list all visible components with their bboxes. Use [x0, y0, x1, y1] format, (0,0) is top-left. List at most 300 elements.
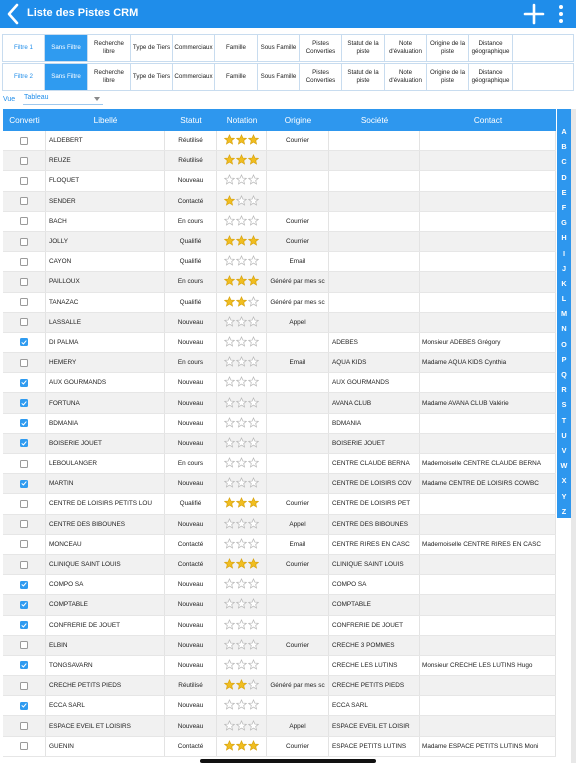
filter-option-sans-filtre[interactable]: Sans Filtre	[45, 35, 88, 61]
company-cell: CRECHE LES LUTINS	[329, 656, 420, 675]
origin-cell	[267, 656, 329, 675]
star-empty-icon	[248, 598, 259, 611]
star-empty-icon	[224, 699, 235, 712]
origin-cell	[267, 393, 329, 412]
alphabet-index-letter[interactable]: A	[561, 127, 567, 136]
filter-option-type-tiers[interactable]: Type de Tiers	[131, 64, 173, 90]
checkbox-unchecked-icon[interactable]	[20, 561, 28, 569]
star-filled-icon	[248, 235, 259, 248]
star-empty-icon	[224, 619, 235, 632]
converted-cell	[3, 373, 46, 392]
more-options-icon[interactable]	[556, 2, 566, 26]
table-row[interactable]	[3, 192, 556, 212]
alphabet-index-letter[interactable]: R	[561, 385, 567, 395]
filter-row-label: Filtre 1	[3, 35, 45, 61]
contact-cell: Mademoiselle CENTRE RIRES EN CASC	[420, 535, 556, 554]
filter-row-2	[2, 63, 574, 91]
label-cell: BACH	[46, 212, 165, 231]
table-row[interactable]	[3, 131, 556, 151]
table-row[interactable]	[3, 454, 556, 474]
converted-cell	[3, 333, 46, 352]
label-cell: BOISERIE JOUET	[46, 434, 165, 453]
star-rating[interactable]	[224, 336, 259, 349]
filter-option-origine[interactable]: Origine de la piste	[427, 64, 469, 90]
label-cell: CENTRE DES BIBOUNES	[46, 515, 165, 534]
star-rating[interactable]	[224, 417, 259, 430]
star-filled-icon	[224, 497, 235, 510]
converted-cell	[3, 575, 46, 594]
company-cell	[329, 131, 420, 150]
origin-cell: Courrier	[267, 737, 329, 756]
status-cell: Contacté	[165, 555, 217, 574]
alphabet-index-letter[interactable]: I	[562, 248, 566, 258]
alphabet-index-letter[interactable]: H	[561, 233, 567, 243]
star-rating[interactable]	[224, 174, 259, 187]
status-cell: En cours	[165, 272, 217, 291]
alphabet-index-letter[interactable]: N	[561, 324, 567, 334]
label-cell: MARTIN	[46, 474, 165, 493]
origin-cell: Email	[267, 252, 329, 271]
view-label: Vue	[3, 96, 16, 103]
contact-cell	[420, 151, 556, 170]
star-rating[interactable]	[224, 578, 259, 591]
table-row[interactable]	[3, 171, 556, 191]
rating-cell	[217, 535, 267, 554]
alphabet-index-letter[interactable]: Q	[561, 370, 567, 379]
star-filled-icon	[236, 740, 247, 753]
checkbox-unchecked-icon[interactable]	[20, 722, 28, 730]
checkbox-unchecked-icon[interactable]	[20, 197, 28, 205]
star-empty-icon	[248, 215, 259, 228]
star-rating[interactable]	[224, 154, 259, 167]
view-select[interactable]: Tableau	[23, 94, 103, 105]
contact-cell	[420, 212, 556, 231]
star-filled-icon	[224, 275, 235, 288]
star-empty-icon	[248, 477, 259, 490]
alphabet-index-letter[interactable]: G	[561, 218, 567, 228]
checkbox-unchecked-icon[interactable]	[20, 177, 28, 185]
alphabet-index-letter[interactable]: Y	[561, 491, 567, 501]
rating-cell	[217, 474, 267, 493]
checkbox-checked-icon[interactable]	[20, 338, 28, 346]
star-rating[interactable]	[224, 699, 259, 712]
star-rating[interactable]	[224, 215, 259, 228]
alphabet-index-letter[interactable]: X	[561, 476, 567, 486]
table-row[interactable]	[3, 676, 556, 696]
alphabet-index-letter[interactable]: L	[561, 294, 567, 304]
filter-option-type-tiers[interactable]: Type de Tiers	[131, 35, 173, 61]
rating-cell	[217, 636, 267, 655]
filter-option-sous-famille[interactable]: Sous Famille	[258, 64, 300, 90]
filter-option-statut[interactable]: Statut de la piste	[342, 35, 385, 61]
checkbox-checked-icon[interactable]	[20, 480, 28, 488]
converted-cell	[3, 272, 46, 291]
star-rating[interactable]	[224, 376, 259, 389]
star-empty-icon	[236, 356, 247, 369]
table-row[interactable]	[3, 696, 556, 716]
star-empty-icon	[236, 174, 247, 187]
converted-cell	[3, 716, 46, 735]
filter-option-sous-famille[interactable]: Sous Famille	[258, 35, 300, 61]
table-row[interactable]	[3, 333, 556, 353]
filter-option-recherche-libre[interactable]: Recherche libre	[88, 35, 131, 61]
status-cell: Réutilisé	[165, 131, 217, 150]
rating-cell	[217, 414, 267, 433]
filter-option-recherche-libre[interactable]: Recherche libre	[88, 64, 131, 90]
filter-option-note[interactable]: Note d'évaluation	[385, 35, 427, 61]
checkbox-unchecked-icon[interactable]	[20, 460, 28, 468]
star-empty-icon	[224, 336, 235, 349]
star-rating[interactable]	[224, 497, 259, 510]
star-filled-icon	[248, 740, 259, 753]
contact-cell	[420, 171, 556, 190]
star-empty-icon	[236, 417, 247, 430]
checkbox-unchecked-icon[interactable]	[20, 137, 28, 145]
star-rating[interactable]	[224, 740, 259, 753]
star-empty-icon	[224, 417, 235, 430]
filter-option-pistes-converties[interactable]: Pistes Converties	[300, 64, 342, 90]
checkbox-unchecked-icon[interactable]	[20, 278, 28, 286]
star-rating[interactable]	[224, 679, 259, 692]
checkbox-unchecked-icon[interactable]	[20, 318, 28, 326]
star-filled-icon	[236, 134, 247, 147]
filter-option-note[interactable]: Note d'évaluation	[385, 64, 427, 90]
star-rating[interactable]	[224, 397, 259, 410]
checkbox-unchecked-icon[interactable]	[20, 520, 28, 528]
header-notation[interactable]: Notation	[226, 115, 258, 125]
star-empty-icon	[248, 639, 259, 652]
header-societe[interactable]: Société	[360, 115, 389, 125]
status-cell: Nouveau	[165, 616, 217, 635]
company-cell	[329, 192, 420, 211]
status-cell: Nouveau	[165, 716, 217, 735]
table-row[interactable]	[3, 595, 556, 615]
star-rating[interactable]	[224, 477, 259, 490]
origin-cell: Généré par mes sc	[267, 293, 329, 312]
star-empty-icon	[236, 255, 247, 268]
converted-cell	[3, 616, 46, 635]
checkbox-checked-icon[interactable]	[20, 702, 28, 710]
alphabet-index-letter[interactable]: O	[561, 339, 567, 349]
origin-cell: Courrier	[267, 212, 329, 231]
star-rating[interactable]	[224, 275, 259, 288]
checkbox-unchecked-icon[interactable]	[20, 359, 28, 367]
chevron-down-icon[interactable]	[94, 97, 100, 101]
star-empty-icon	[236, 619, 247, 632]
home-indicator	[200, 759, 376, 763]
alphabet-index-letter[interactable]: D	[561, 172, 567, 182]
checkbox-unchecked-icon[interactable]	[20, 682, 28, 690]
alphabet-index-letter[interactable]: M	[560, 309, 568, 319]
company-cell: CENTRE DES BIBOUNES	[329, 515, 420, 534]
converted-cell	[3, 313, 46, 332]
company-cell	[329, 151, 420, 170]
label-cell: DI PALMA	[46, 333, 165, 352]
rating-cell	[217, 131, 267, 150]
filter-option-distance[interactable]: Distance géographique	[469, 35, 513, 61]
contact-cell	[420, 293, 556, 312]
filter-option-statut[interactable]: Statut de la piste	[342, 64, 385, 90]
star-empty-icon	[236, 659, 247, 672]
company-cell	[329, 272, 420, 291]
table-row[interactable]	[3, 535, 556, 555]
star-empty-icon	[224, 356, 235, 369]
filter-row-label: Filtre 2	[3, 64, 45, 90]
star-empty-icon	[236, 376, 247, 389]
checkbox-checked-icon[interactable]	[20, 439, 28, 447]
back-chevron-icon[interactable]	[4, 3, 24, 25]
origin-cell: Courrier	[267, 494, 329, 513]
checkbox-unchecked-icon[interactable]	[20, 540, 28, 548]
star-empty-icon	[248, 457, 259, 470]
origin-cell: Courrier	[267, 131, 329, 150]
status-cell: Nouveau	[165, 414, 217, 433]
rating-cell	[217, 393, 267, 412]
company-cell: ADEBES	[329, 333, 420, 352]
table-row[interactable]	[3, 232, 556, 252]
origin-cell	[267, 151, 329, 170]
checkbox-unchecked-icon[interactable]	[20, 217, 28, 225]
alphabet-index-letter[interactable]: J	[561, 263, 567, 273]
star-empty-icon	[236, 336, 247, 349]
table-row[interactable]	[3, 212, 556, 232]
contact-cell	[420, 676, 556, 695]
table-row[interactable]	[3, 515, 556, 535]
filter-option-origine[interactable]: Origine de la piste	[427, 35, 469, 61]
company-cell	[329, 232, 420, 251]
company-cell: BDMANIA	[329, 414, 420, 433]
header-statut[interactable]: Statut	[180, 115, 202, 125]
rating-cell	[217, 434, 267, 453]
star-empty-icon	[236, 699, 247, 712]
filter-option-pistes-converties[interactable]: Pistes Converties	[300, 35, 342, 61]
star-filled-icon	[236, 275, 247, 288]
company-cell	[329, 293, 420, 312]
star-empty-icon	[248, 336, 259, 349]
rating-cell	[217, 252, 267, 271]
origin-cell	[267, 696, 329, 715]
converted-cell	[3, 414, 46, 433]
alphabet-index-letter[interactable]: K	[561, 278, 567, 288]
filter-option-commerciaux[interactable]: Commerciaux	[173, 35, 215, 61]
checkbox-unchecked-icon[interactable]	[20, 258, 28, 266]
table-row[interactable]	[3, 555, 556, 575]
star-rating[interactable]	[224, 558, 259, 571]
alphabet-index-letter[interactable]: U	[561, 430, 567, 440]
alphabet-index-letter[interactable]: F	[561, 202, 567, 212]
converted-cell	[3, 353, 46, 372]
star-empty-icon	[236, 397, 247, 410]
table-row[interactable]	[3, 293, 556, 313]
table-row[interactable]	[3, 252, 556, 272]
rating-cell	[217, 171, 267, 190]
header-contact[interactable]: Contact	[473, 115, 503, 125]
filter-option-famille[interactable]: Famille	[215, 35, 258, 61]
rating-cell	[217, 696, 267, 715]
checkbox-checked-icon[interactable]	[20, 399, 28, 407]
table-row[interactable]	[3, 494, 556, 514]
checkbox-checked-icon[interactable]	[20, 601, 28, 609]
header-libelle[interactable]: Libellé	[93, 115, 118, 125]
rating-cell	[217, 373, 267, 392]
star-rating[interactable]	[224, 134, 259, 147]
star-empty-icon	[248, 296, 259, 309]
star-rating[interactable]	[224, 619, 259, 632]
checkbox-checked-icon[interactable]	[20, 661, 28, 669]
star-rating[interactable]	[224, 720, 259, 733]
label-cell: FLOQUET	[46, 171, 165, 190]
scrollbar-track[interactable]	[571, 109, 576, 763]
origin-cell: Généré par mes sc	[267, 272, 329, 291]
star-rating[interactable]	[224, 457, 259, 470]
contact-cell	[420, 252, 556, 271]
origin-cell: Email	[267, 353, 329, 372]
star-empty-icon	[248, 356, 259, 369]
star-empty-icon	[236, 477, 247, 490]
status-cell: Nouveau	[165, 313, 217, 332]
converted-cell	[3, 656, 46, 675]
alphabet-index-letter[interactable]: T	[561, 415, 567, 425]
converted-cell	[3, 515, 46, 534]
star-empty-icon	[236, 639, 247, 652]
star-empty-icon	[224, 437, 235, 450]
checkbox-unchecked-icon[interactable]	[20, 641, 28, 649]
star-rating[interactable]	[224, 316, 259, 329]
company-cell: CRECHE PETITS PIEDS	[329, 676, 420, 695]
star-filled-icon	[248, 558, 259, 571]
converted-cell	[3, 474, 46, 493]
converted-cell	[3, 434, 46, 453]
checkbox-checked-icon[interactable]	[20, 379, 28, 387]
alphabet-index-letter[interactable]: E	[561, 187, 567, 197]
table-row[interactable]	[3, 434, 556, 454]
contact-cell	[420, 636, 556, 655]
table-row[interactable]	[3, 616, 556, 636]
status-cell: Nouveau	[165, 171, 217, 190]
star-rating[interactable]	[224, 598, 259, 611]
star-empty-icon	[248, 659, 259, 672]
checkbox-unchecked-icon[interactable]	[20, 238, 28, 246]
company-cell	[329, 212, 420, 231]
table-row[interactable]	[3, 353, 556, 373]
filter-option-distance[interactable]: Distance géographique	[469, 64, 513, 90]
checkbox-unchecked-icon[interactable]	[20, 742, 28, 750]
filter-option-commerciaux[interactable]: Commerciaux	[173, 64, 215, 90]
header-converti[interactable]: Converti	[9, 115, 40, 125]
contact-cell: Madame ESPACE PETITS LUTINS Moni	[420, 737, 556, 756]
star-rating[interactable]	[224, 437, 259, 450]
star-filled-icon	[248, 275, 259, 288]
star-filled-icon	[236, 296, 247, 309]
star-empty-icon	[224, 376, 235, 389]
origin-cell	[267, 192, 329, 211]
table-row[interactable]	[3, 737, 556, 757]
star-empty-icon	[224, 477, 235, 490]
alphabet-index-letter[interactable]: Z	[561, 506, 567, 516]
company-cell: CLINIQUE SAINT LOUIS	[329, 555, 420, 574]
label-cell: GUENIN	[46, 737, 165, 756]
table-row[interactable]	[3, 474, 556, 494]
star-rating[interactable]	[224, 639, 259, 652]
header-origine[interactable]: Origine	[284, 115, 312, 125]
table-row[interactable]	[3, 656, 556, 676]
origin-cell	[267, 434, 329, 453]
contact-cell: Madame AVANA CLUB Valérie	[420, 393, 556, 412]
star-filled-icon	[224, 679, 235, 692]
checkbox-unchecked-icon[interactable]	[20, 298, 28, 306]
origin-cell	[267, 454, 329, 473]
alphabet-index-letter[interactable]: C	[561, 157, 567, 167]
star-rating[interactable]	[224, 356, 259, 369]
status-cell: Contacté	[165, 535, 217, 554]
star-filled-icon	[248, 134, 259, 147]
status-cell: Contacté	[165, 737, 217, 756]
origin-cell: Appel	[267, 515, 329, 534]
status-cell: Nouveau	[165, 636, 217, 655]
star-rating[interactable]	[224, 296, 259, 309]
star-empty-icon	[248, 255, 259, 268]
checkbox-unchecked-icon[interactable]	[20, 500, 28, 508]
table-row[interactable]	[3, 414, 556, 434]
star-rating[interactable]	[224, 195, 259, 208]
star-rating[interactable]	[224, 518, 259, 531]
star-rating[interactable]	[224, 235, 259, 248]
label-cell: CRECHE PETITS PIEDS	[46, 676, 165, 695]
checkbox-unchecked-icon[interactable]	[20, 157, 28, 165]
table-row[interactable]	[3, 636, 556, 656]
star-empty-icon	[248, 417, 259, 430]
star-rating[interactable]	[224, 659, 259, 672]
contact-cell: Mademoiselle CENTRE CLAUDE BERNA	[420, 454, 556, 473]
company-cell: COMPTABLE	[329, 595, 420, 614]
origin-cell: Email	[267, 535, 329, 554]
table-row[interactable]	[3, 313, 556, 333]
star-empty-icon	[224, 720, 235, 733]
table-row[interactable]	[3, 393, 556, 413]
alphabet-index-letter[interactable]: W	[560, 461, 568, 471]
status-cell: Nouveau	[165, 333, 217, 352]
converted-cell	[3, 454, 46, 473]
checkbox-checked-icon[interactable]	[20, 581, 28, 589]
contact-cell	[420, 575, 556, 594]
label-cell: CLINIQUE SAINT LOUIS	[46, 555, 165, 574]
star-rating[interactable]	[224, 255, 259, 268]
alphabet-index-letter[interactable]: B	[561, 142, 567, 152]
checkbox-checked-icon[interactable]	[20, 419, 28, 427]
star-rating[interactable]	[224, 538, 259, 551]
alphabet-index-letter[interactable]: S	[561, 400, 567, 410]
rating-cell	[217, 313, 267, 332]
star-empty-icon	[224, 457, 235, 470]
add-plus-icon[interactable]	[523, 3, 545, 25]
status-cell: Nouveau	[165, 515, 217, 534]
alphabet-index-letter[interactable]: V	[561, 445, 567, 455]
filter-option-famille[interactable]: Famille	[215, 64, 258, 90]
contact-cell	[420, 515, 556, 534]
star-empty-icon	[236, 598, 247, 611]
table-row[interactable]	[3, 575, 556, 595]
status-cell: Nouveau	[165, 434, 217, 453]
table-row[interactable]	[3, 373, 556, 393]
checkbox-checked-icon[interactable]	[20, 621, 28, 629]
alphabet-index-letter[interactable]: P	[561, 354, 567, 364]
table-row[interactable]	[3, 272, 556, 292]
table-row[interactable]	[3, 716, 556, 736]
star-empty-icon	[236, 720, 247, 733]
status-cell: Qualifié	[165, 252, 217, 271]
table-row[interactable]	[3, 151, 556, 171]
filter-option-sans-filtre[interactable]: Sans Filtre	[45, 64, 88, 90]
